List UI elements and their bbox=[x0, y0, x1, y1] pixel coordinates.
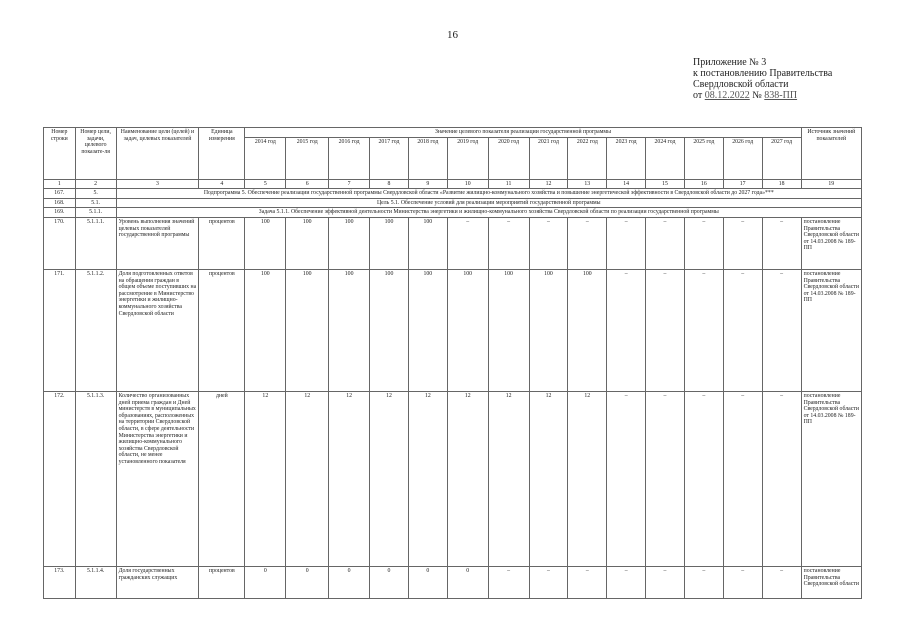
indicator-value: 100 bbox=[286, 269, 329, 391]
indicator-value: – bbox=[607, 391, 646, 566]
indicator-value: – bbox=[762, 391, 801, 566]
row-number: 173. bbox=[44, 566, 76, 598]
indicator-value: 100 bbox=[370, 217, 409, 269]
indicator-value: – bbox=[684, 217, 723, 269]
header-year: 2021 год bbox=[529, 137, 568, 179]
indicator-value: – bbox=[762, 269, 801, 391]
table-row bbox=[44, 566, 862, 598]
indicator-value: 12 bbox=[568, 391, 607, 566]
row-number: 168. bbox=[44, 198, 76, 208]
indicator-value: – bbox=[684, 269, 723, 391]
indicator-value: 100 bbox=[529, 269, 568, 391]
appendix-line-3: Свердловской области bbox=[693, 79, 789, 90]
indicator-value: 100 bbox=[408, 269, 447, 391]
appendix-number-sign: № bbox=[752, 90, 762, 101]
column-number: 18 bbox=[762, 179, 801, 189]
column-number: 19 bbox=[801, 179, 861, 189]
indicator-value: 100 bbox=[408, 217, 447, 269]
indicator-value: – bbox=[762, 566, 801, 598]
column-number: 13 bbox=[568, 179, 607, 189]
appendix-block bbox=[693, 57, 832, 101]
indicator-value: – bbox=[607, 217, 646, 269]
indicator-value: 0 bbox=[408, 566, 447, 598]
indicator-name: Количество организованных дней приема граждан и Дней министерств в муниципальных образованиях, расположенных на территории Свердловской области, в сфере деятельности Министерства энергетики и жилищно-коммунального хозяйства Свердловской области, не менее установленного показателя bbox=[116, 391, 199, 566]
header-row-no: Номер строки bbox=[44, 128, 76, 180]
row-number: 170. bbox=[44, 217, 76, 269]
goal-number: 5.1. bbox=[75, 198, 116, 208]
indicator-value: – bbox=[529, 566, 568, 598]
header-year: 2015 год bbox=[286, 137, 329, 179]
table-row bbox=[44, 269, 862, 391]
indicator-value: – bbox=[529, 217, 568, 269]
column-number: 4 bbox=[199, 179, 245, 189]
indicator-value: – bbox=[646, 217, 685, 269]
section-title: Задача 5.1.1. Обеспечение эффективной деятельности Министерства энергетики и жилищно-коммунального хозяйства Свердловской области по реализации государственной программы bbox=[116, 208, 861, 218]
indicator-value: – bbox=[447, 217, 488, 269]
appendix-title: Приложение № 3 bbox=[693, 57, 767, 68]
header-year: 2016 год bbox=[329, 137, 370, 179]
indicator-value: 0 bbox=[286, 566, 329, 598]
column-number: 16 bbox=[684, 179, 723, 189]
indicator-value: 100 bbox=[245, 217, 286, 269]
indicator-value: – bbox=[646, 391, 685, 566]
column-number: 1 bbox=[44, 179, 76, 189]
column-number: 8 bbox=[370, 179, 409, 189]
indicator-source: постановление Правительства Свердловской области от 14.03.2008 № 189-ПП bbox=[801, 269, 861, 391]
indicator-unit: процентов bbox=[199, 269, 245, 391]
header-source: Источник значений показателей bbox=[801, 128, 861, 180]
goal-number: 5.1.1.2. bbox=[75, 269, 116, 391]
goal-number: 5.1.1. bbox=[75, 208, 116, 218]
row-number: 169. bbox=[44, 208, 76, 218]
indicator-value: 12 bbox=[529, 391, 568, 566]
goal-number: 5.1.1.1. bbox=[75, 217, 116, 269]
indicator-value: 100 bbox=[286, 217, 329, 269]
header-year: 2026 год bbox=[723, 137, 762, 179]
row-number: 167. bbox=[44, 189, 76, 199]
indicator-value: 12 bbox=[370, 391, 409, 566]
decree-number: 838-ПП bbox=[764, 90, 798, 101]
section-row bbox=[44, 198, 862, 208]
column-number: 7 bbox=[329, 179, 370, 189]
table-row bbox=[44, 391, 862, 566]
indicator-value: – bbox=[607, 566, 646, 598]
indicator-value: – bbox=[646, 269, 685, 391]
indicator-value: 0 bbox=[245, 566, 286, 598]
indicator-value: – bbox=[684, 566, 723, 598]
section-row bbox=[44, 189, 862, 199]
indicator-value: – bbox=[646, 566, 685, 598]
indicator-name: Уровень выполнения значений целевых показателей государственной программы bbox=[116, 217, 199, 269]
indicator-unit: процентов bbox=[199, 217, 245, 269]
indicator-value: 12 bbox=[286, 391, 329, 566]
indicator-value: 0 bbox=[329, 566, 370, 598]
indicator-value: 12 bbox=[447, 391, 488, 566]
header-year: 2017 год bbox=[370, 137, 409, 179]
header-year: 2024 год bbox=[646, 137, 685, 179]
column-number: 15 bbox=[646, 179, 685, 189]
header-year: 2025 год bbox=[684, 137, 723, 179]
column-number: 2 bbox=[75, 179, 116, 189]
header-values-group: Значение целевого показателя реализации государственной программы bbox=[245, 128, 801, 138]
header-goal-no: Номер цели, задачи, целевого показате-ля bbox=[75, 128, 116, 180]
column-number: 12 bbox=[529, 179, 568, 189]
goal-number: 5.1.1.3. bbox=[75, 391, 116, 566]
indicator-source: постановление Правительства Свердловской области bbox=[801, 566, 861, 598]
header-year: 2020 год bbox=[488, 137, 529, 179]
header-year: 2014 год bbox=[245, 137, 286, 179]
column-numbers-row bbox=[44, 179, 862, 189]
column-number: 9 bbox=[408, 179, 447, 189]
indicators-table bbox=[43, 127, 862, 599]
header-year: 2027 год bbox=[762, 137, 801, 179]
column-number: 10 bbox=[447, 179, 488, 189]
section-title: Цель 5.1. Обеспечение условий для реализации мероприятий государственной программы bbox=[116, 198, 861, 208]
indicator-value: – bbox=[723, 391, 762, 566]
row-number: 172. bbox=[44, 391, 76, 566]
indicator-value: – bbox=[723, 566, 762, 598]
goal-number: 5. bbox=[75, 189, 116, 199]
page-number: 16 bbox=[447, 29, 458, 41]
column-number: 14 bbox=[607, 179, 646, 189]
header-year: 2019 год bbox=[447, 137, 488, 179]
decree-date: 08.12.2022 bbox=[704, 90, 750, 101]
indicator-value: 100 bbox=[329, 269, 370, 391]
column-number: 3 bbox=[116, 179, 199, 189]
header-year: 2023 год bbox=[607, 137, 646, 179]
table-header-row bbox=[44, 128, 862, 138]
appendix-line-2: к постановлению Правительства bbox=[693, 68, 833, 79]
appendix-from: от bbox=[693, 90, 703, 101]
indicator-value: – bbox=[684, 391, 723, 566]
indicator-value: – bbox=[568, 217, 607, 269]
indicator-value: 0 bbox=[447, 566, 488, 598]
indicator-value: – bbox=[762, 217, 801, 269]
table-row bbox=[44, 217, 862, 269]
goal-number: 5.1.1.4. bbox=[75, 566, 116, 598]
indicator-value: 12 bbox=[408, 391, 447, 566]
indicator-value: 12 bbox=[329, 391, 370, 566]
header-year: 2022 год bbox=[568, 137, 607, 179]
indicator-value: – bbox=[568, 566, 607, 598]
column-number: 17 bbox=[723, 179, 762, 189]
column-number: 5 bbox=[245, 179, 286, 189]
indicator-value: 100 bbox=[370, 269, 409, 391]
indicator-source: постановление Правительства Свердловской области от 14.03.2008 № 189-ПП bbox=[801, 217, 861, 269]
appendix-line-4 bbox=[693, 90, 832, 101]
column-number: 11 bbox=[488, 179, 529, 189]
indicator-unit: процентов bbox=[199, 566, 245, 598]
indicator-value: 100 bbox=[568, 269, 607, 391]
indicator-value: – bbox=[488, 217, 529, 269]
header-unit: Единица измерения bbox=[199, 128, 245, 180]
indicator-value: 100 bbox=[447, 269, 488, 391]
indicator-name: Доля подготовленных ответов на обращения граждан в общем объеме поступивших на рассмотрение в Министерство энергетики и жилищно-коммунального хозяйства Свердловской области bbox=[116, 269, 199, 391]
indicator-value: 100 bbox=[488, 269, 529, 391]
indicator-value: – bbox=[488, 566, 529, 598]
indicator-value: 12 bbox=[488, 391, 529, 566]
section-row bbox=[44, 208, 862, 218]
row-number: 171. bbox=[44, 269, 76, 391]
indicator-value: 0 bbox=[370, 566, 409, 598]
section-title: Подпрограмма 5. Обеспечение реализации государственной программы Свердловской области «Развитие жилищно-коммунального хозяйства и повышение энергетической эффективности в Свердловской области до 2027 года»*** bbox=[116, 189, 861, 199]
indicator-value: 12 bbox=[245, 391, 286, 566]
indicator-value: 100 bbox=[245, 269, 286, 391]
indicator-name: Доля государственных гражданских служащих bbox=[116, 566, 199, 598]
header-name: Наименование цели (целей) и задач, целевых показателей bbox=[116, 128, 199, 180]
indicator-value: 100 bbox=[329, 217, 370, 269]
indicator-value: – bbox=[607, 269, 646, 391]
column-number: 6 bbox=[286, 179, 329, 189]
indicator-value: – bbox=[723, 217, 762, 269]
indicator-source: постановление Правительства Свердловской области от 14.03.2008 № 189-ПП bbox=[801, 391, 861, 566]
header-year: 2018 год bbox=[408, 137, 447, 179]
indicator-value: – bbox=[723, 269, 762, 391]
indicator-unit: дней bbox=[199, 391, 245, 566]
